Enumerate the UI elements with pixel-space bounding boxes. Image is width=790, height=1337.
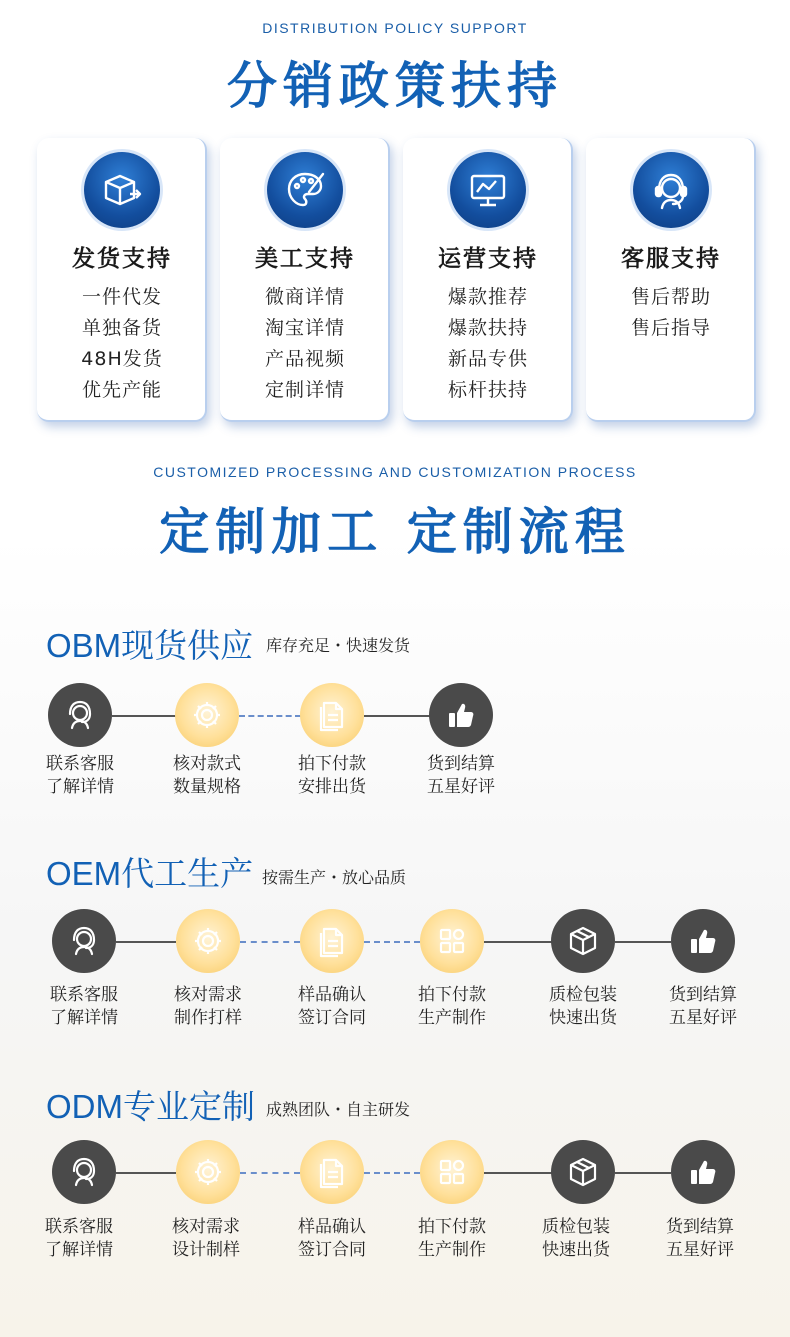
headset-service-icon [633,152,709,228]
document-icon [300,909,364,973]
thumbs-up-icon [671,909,735,973]
step-label: 联系客服 了解详情 [46,754,114,797]
obm-title: OBM现货供应 [46,627,254,664]
card-title: 发货支持 [72,246,172,272]
connector-line [116,1172,176,1174]
customization-title: 定制加工 定制流程 [159,503,631,561]
step-label: 拍下付款 生产制作 [418,1217,486,1260]
document-icon [300,1140,364,1204]
card-line: 标杆扶持 [447,379,528,401]
thumbs-up-icon [671,1140,735,1204]
card-title: 运营支持 [438,246,538,272]
step-label: 联系客服 了解详情 [45,1217,113,1260]
card-title: 客服支持 [621,246,721,272]
card-service-support [586,138,756,422]
package-icon [551,1140,615,1204]
gear-icon [176,909,240,973]
step-label: 核对需求 制作打样 [174,985,242,1028]
card-line: 新品专供 [447,348,528,370]
connector-line [239,715,301,717]
connector-line [364,1172,420,1174]
card-line: 爆款扶持 [447,317,528,339]
connector-line [116,941,176,943]
card-title: 美工支持 [255,246,355,272]
card-design-support [220,138,390,422]
package-icon [551,909,615,973]
step-label: 核对需求 设计制样 [172,1217,240,1260]
card-line: 淘宝详情 [264,317,345,339]
step-label: 货到结算 五星好评 [669,985,737,1028]
gear-icon [175,683,239,747]
document-icon [300,683,364,747]
monitor-chart-icon [450,152,526,228]
step-label: 质检包装 快速出货 [542,1217,610,1260]
customer-service-icon [52,909,116,973]
card-line: 48H发货 [81,348,163,370]
card-line: 定制详情 [264,379,345,401]
step-label: 样品确认 签订合同 [298,985,366,1028]
step-label: 联系客服 了解详情 [50,985,118,1028]
step-label: 拍下付款 生产制作 [418,985,486,1028]
step-label: 样品确认 签订合同 [298,1217,366,1260]
step-label: 核对款式 数量规格 [173,754,241,797]
box-delivery-icon [84,152,160,228]
step-label: 拍下付款 安排出货 [298,754,366,797]
thumbs-up-icon [429,683,493,747]
card-line: 单独备货 [81,317,162,339]
distribution-title-en: DISTRIBUTION POLICY SUPPORT [262,20,528,36]
oem-subtitle: 按需生产・放心品质 [262,868,407,887]
distribution-title: 分销政策扶持 [227,57,563,115]
grid-icon [420,1140,484,1204]
odm-title: ODM专业定制 [46,1088,255,1125]
grid-icon [420,909,484,973]
connector-line [615,1172,671,1174]
paint-palette-icon [267,152,343,228]
card-line: 售后帮助 [630,286,711,308]
card-line: 产品视频 [264,348,345,370]
card-line: 一件代发 [81,286,162,308]
oem-title: OEM代工生产 [46,855,254,892]
connector-line [240,1172,300,1174]
step-label: 货到结算 五星好评 [666,1217,734,1260]
connector-line [364,715,430,717]
connector-line [484,1172,552,1174]
gear-icon [176,1140,240,1204]
customer-service-icon [48,683,112,747]
step-label: 质检包装 快速出货 [549,985,617,1028]
connector-line [240,941,300,943]
support-cards [37,138,757,422]
connector-line [364,941,420,943]
card-operation-support [403,138,573,422]
connector-line [112,715,176,717]
card-shipping-support [37,138,207,422]
card-line: 微商详情 [264,286,345,308]
odm-subtitle: 成熟团队・自主研发 [266,1100,411,1119]
card-line: 优先产能 [81,379,162,401]
connector-line [615,941,671,943]
customer-service-icon [52,1140,116,1204]
connector-line [484,941,552,943]
step-label: 货到结算 五星好评 [427,754,495,797]
card-line: 爆款推荐 [447,286,528,308]
card-line: 售后指导 [630,317,711,339]
customization-title-en: CUSTOMIZED PROCESSING AND CUSTOMIZATION PROCESS [153,464,637,480]
obm-subtitle: 库存充足・快速发货 [266,636,411,655]
